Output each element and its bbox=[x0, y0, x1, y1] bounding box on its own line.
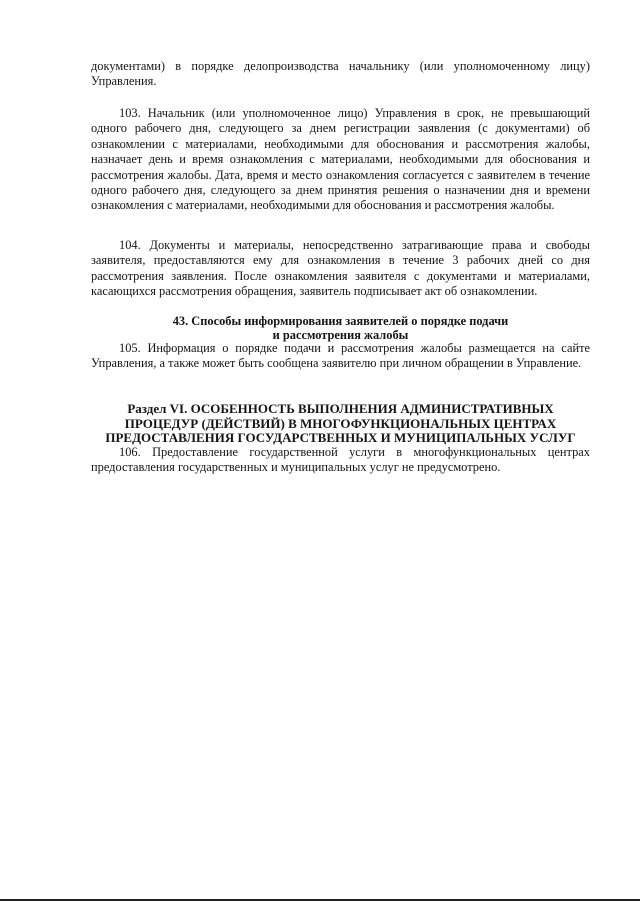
subsection-heading-43-line-1: 43. Способы информирования заявителей о порядке подачи bbox=[172, 314, 509, 328]
paragraph-103: 103. Начальник (или уполномоченное лицо) Управления в срок, не превышающий одного рабочего дня, следующего за днем регистрации заявления (с документами) об ознакомлении с материалами, необходимыми для обоснования и рассмотрения жалобы, назначает день и время ознакомления с материалами, необходимыми для обоснования и рассмотрения жалобы. Дата, время и место ознакомления согласуется с заявителем в течение одного рабочего дня, следующего за днем принятия решения о назначении дня и времени ознакомления с материалами, необходимыми для обоснования и рассмотрения жалобы. bbox=[91, 106, 590, 213]
subsection-heading-43-line-2: и рассмотрения жалобы bbox=[272, 328, 409, 343]
section-heading-6-line-3: ПРЕДОСТАВЛЕНИЯ ГОСУДАРСТВЕННЫХ И МУНИЦИПАЛЬНЫХ УСЛУГ bbox=[105, 430, 576, 445]
section-heading-6-line-2: ПРОЦЕДУР (ДЕЙСТВИЙ) В МНОГОФУНКЦИОНАЛЬНЫХ ЦЕНТРАХ bbox=[124, 415, 557, 431]
paragraph-continuation: документами) в порядке делопроизводства начальнику (или уполномоченному лицу) Управления. bbox=[91, 59, 590, 89]
paragraph-104: 104. Документы и материалы, непосредственно затрагивающие права и свободы заявителя, предоставляются ему для ознакомления в течение 3 рабочих дней со дня рассмотрения заявления. После ознакомления заявителя с документами и материалами, касающихся рассмотрения обращения, заявитель подписывает акт об ознакомлении. bbox=[91, 238, 590, 299]
paragraph-106: 106. Предоставление государственной услуги в многофункциональных центрах предоставления государственных и муниципальных услуг не предусмотрено. bbox=[91, 445, 590, 475]
section-heading-6 bbox=[91, 402, 590, 446]
subsection-heading-43 bbox=[91, 314, 590, 342]
scan-bottom-edge bbox=[0, 899, 640, 901]
section-heading-6-line-1: Раздел VI. ОСОБЕННОСТЬ ВЫПОЛНЕНИЯ АДМИНИСТРАТИВНЫХ bbox=[127, 401, 554, 416]
paragraph-105: 105. Информация о порядке подачи и рассмотрения жалобы размещается на сайте Управления, а также может быть сообщена заявителю при личном обращении в Управление. bbox=[91, 341, 590, 371]
